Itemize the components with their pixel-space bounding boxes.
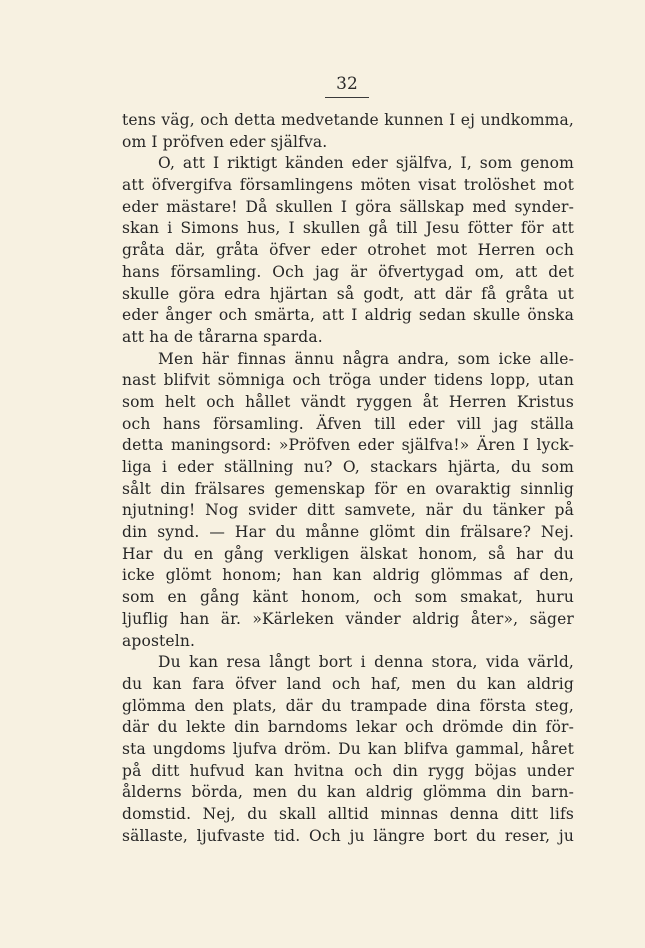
text-line: nast blifvit sömniga och tröga under tidens lopp, utan (122, 371, 574, 390)
text-line: detta maningsord: »Pröfven eder själfva!» Ären I lyck- (122, 436, 574, 455)
text-line: på ditt hufvud kan hvitna och din rygg böjas under (122, 761, 574, 780)
text-line: hans församling. Och jag är öfvertygad om, att det (122, 262, 574, 281)
text-line: domstid. Nej, du skall alltid minnas denna ditt lifs (122, 805, 574, 823)
page-number-rule (325, 97, 369, 98)
body-text (122, 110, 574, 847)
text-line: aposteln. (122, 631, 196, 650)
text-line: om I pröfven eder själfva. (122, 132, 328, 151)
text-line: där du lekte din barndoms lekar och drömde din för- (122, 718, 574, 737)
text-line: som helt och hållet vändt ryggen åt Herren Kristus (122, 392, 574, 411)
text-line: gråta där, gråta öfver eder otrohet mot Herren och (122, 241, 574, 260)
text-line: sta ungdoms ljufva dröm. Du kan blifva gammal, håret (122, 739, 574, 758)
text-line: njutning! Nog svider ditt samvete, när du tänker på (122, 501, 574, 520)
text-line: att ha de tårarna sparda. (122, 327, 323, 346)
text-line: och hans församling. Äfven till eder vill jag ställa (122, 414, 574, 433)
text-line: sällaste, ljufvaste tid. Och ju längre bort du reser, ju (122, 826, 574, 845)
page-number: 32 (336, 74, 358, 94)
text-line: Men här finnas ännu några andra, som icke alle- (158, 349, 574, 368)
text-line: som en gång känt honom, och som smakat, huru (122, 588, 574, 607)
text-line: Har du en gång verkligen älskat honom, så har du (122, 544, 574, 563)
text-line: eder mästare! Då skullen I göra sällskap med synder- (122, 197, 574, 216)
text-line: sålt din frälsares gemenskap för en ovaraktig sinnlig (122, 479, 574, 498)
text-line: Du kan resa långt bort i denna stora, vida värld, (158, 653, 574, 672)
text-line: din synd. — Har du månne glömt din frälsare? Nej. (122, 523, 574, 542)
text-line: du kan fara öfver land och haf, men du kan aldrig (122, 674, 574, 693)
text-line: att öfvergifva församlingens möten visat trolöshet mot (122, 176, 574, 195)
text-line: O, att I riktigt känden eder själfva, I, som genom (158, 154, 574, 173)
text-line: ljuflig han är. »Kärleken vänder aldrig åter», säger (122, 609, 574, 628)
text-line: tens väg, och detta medvetande kunnen I ej undkomma, (122, 111, 574, 129)
text-line: eder ånger och smärta, att I aldrig sedan skulle önska (122, 306, 574, 325)
text-line: skulle göra edra hjärtan så godt, att där få gråta ut (122, 284, 574, 303)
text-line: liga i eder ställning nu? O, stackars hjärta, du som (122, 458, 574, 476)
text-line: icke glömt honom; han kan aldrig glömmas af den, (122, 566, 574, 585)
text-line: glömma den plats, där du trampade dina första steg, (122, 696, 574, 715)
text-line: ålderns börda, men du kan aldrig glömma din barn- (122, 783, 574, 802)
text-line: skan i Simons hus, I skullen gå till Jesu fötter för att (122, 219, 574, 238)
